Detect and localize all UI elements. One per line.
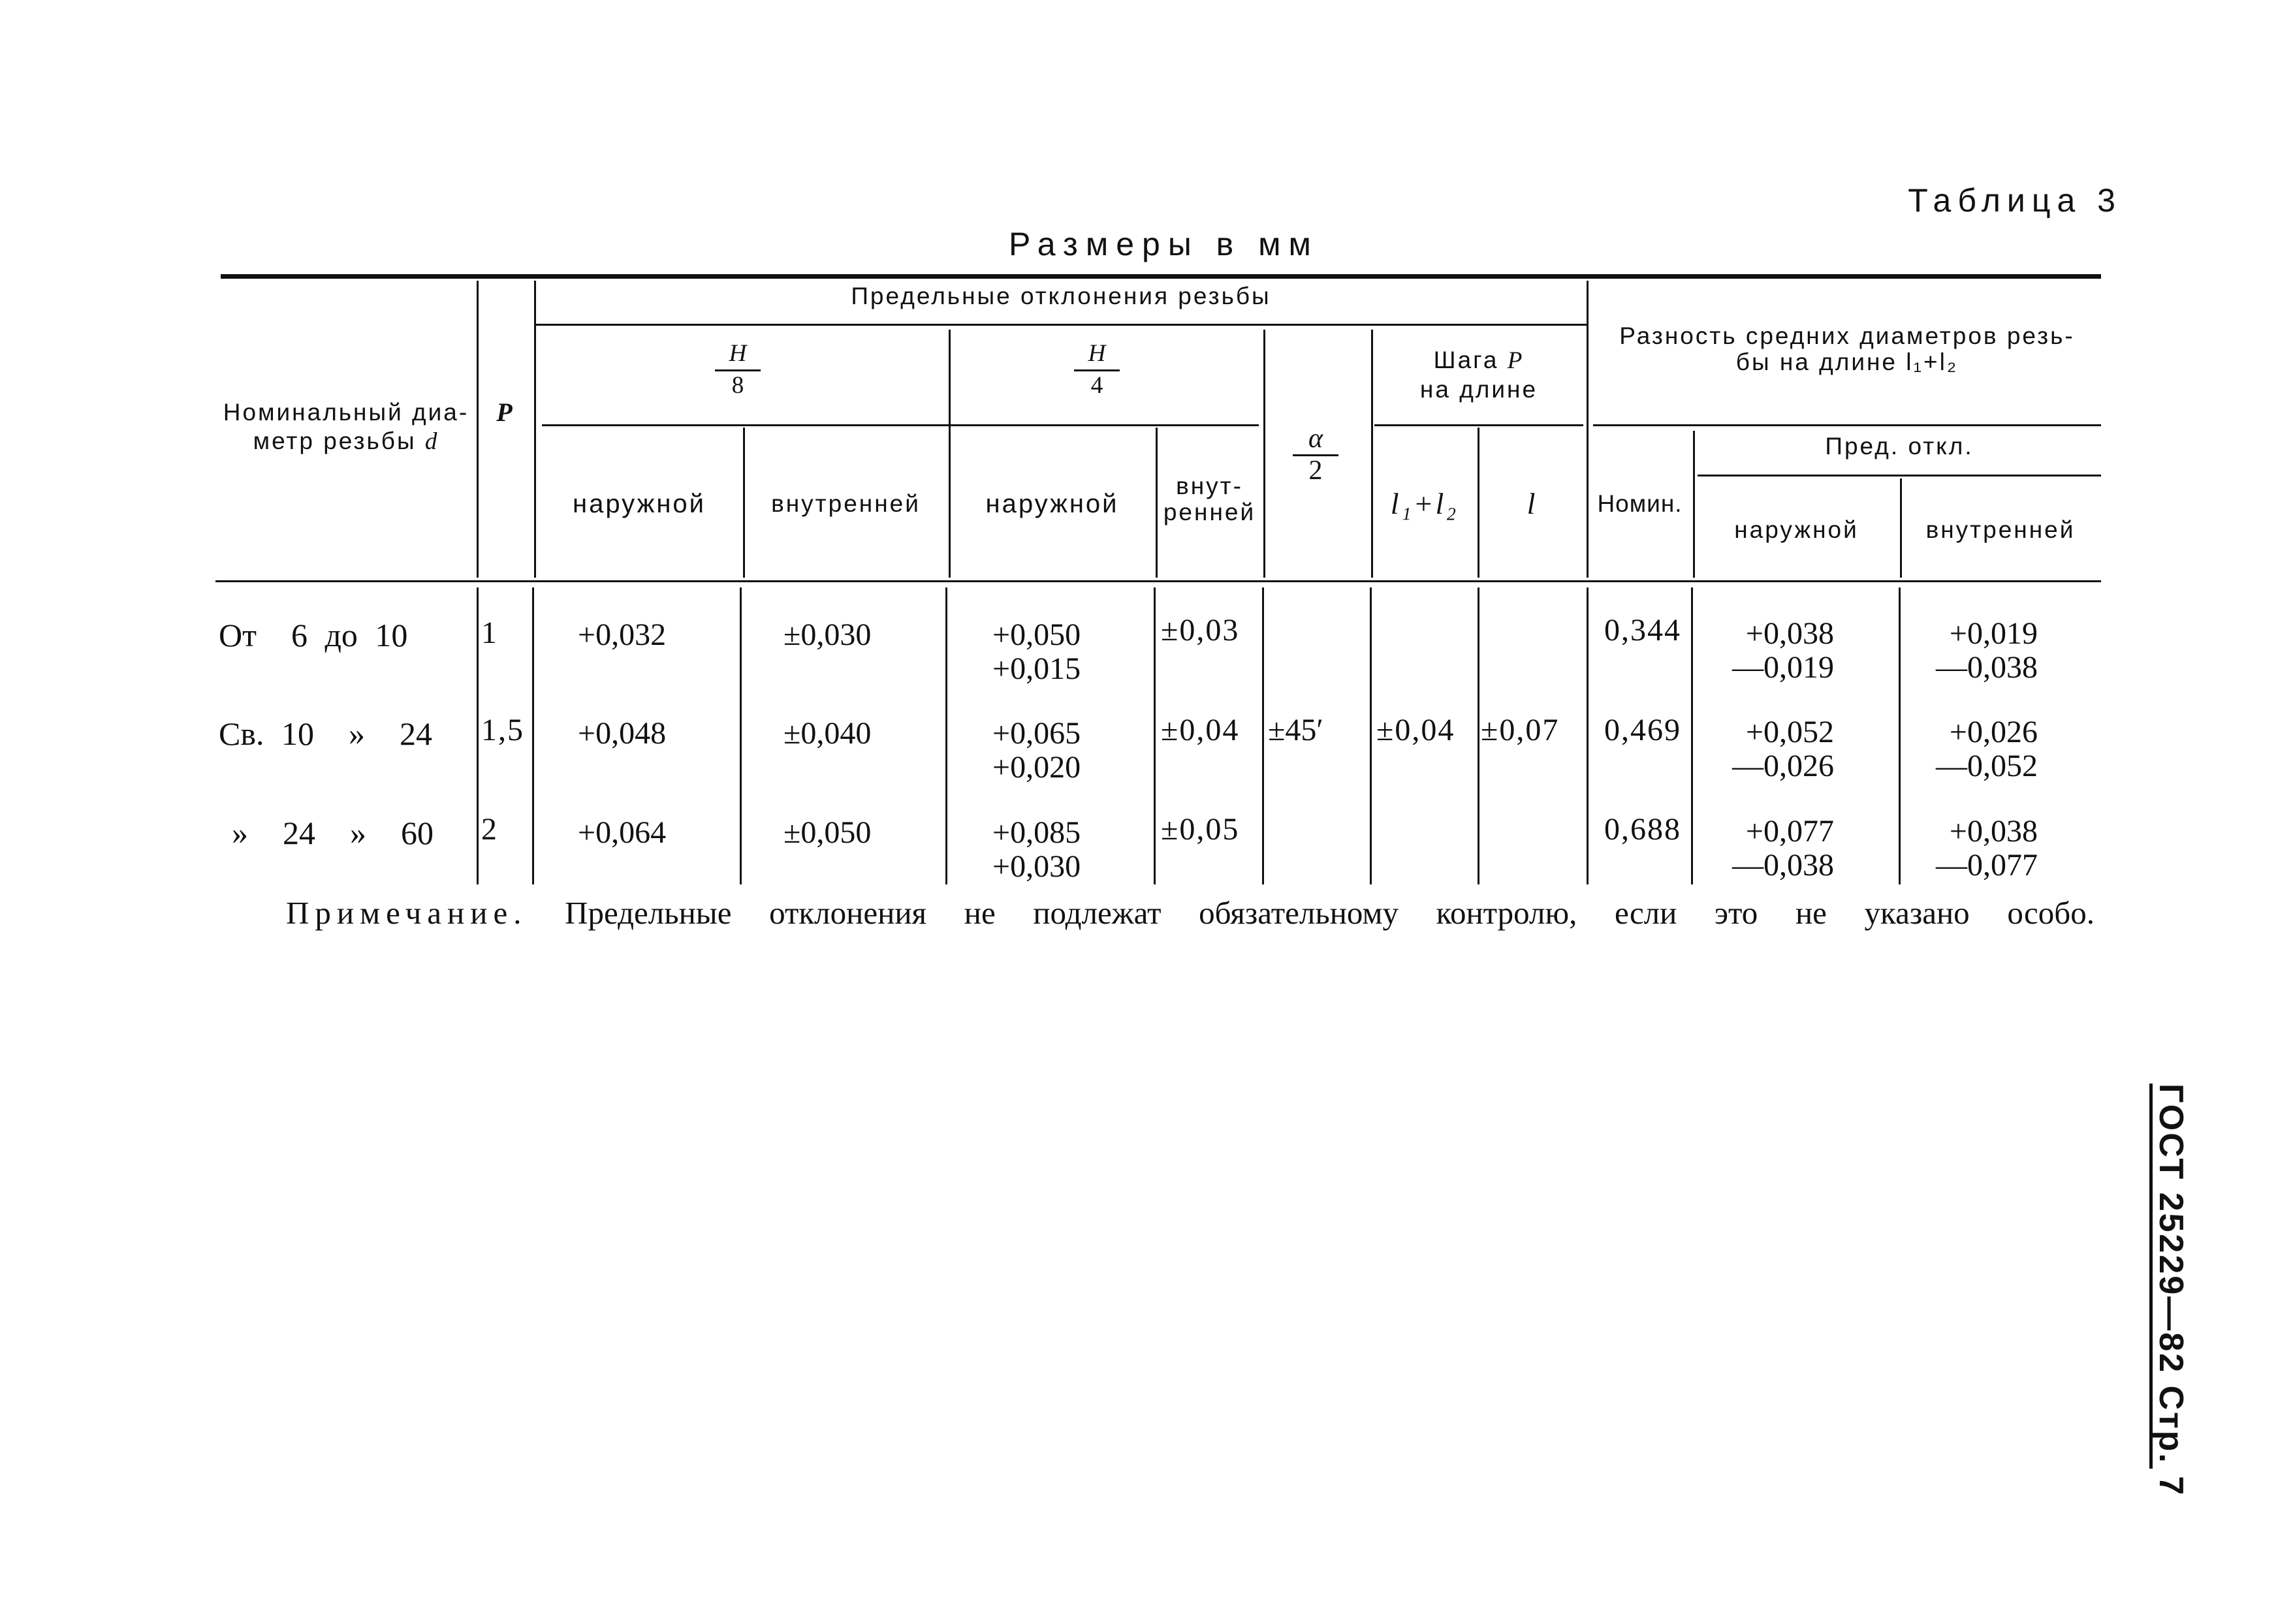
dev-inner-header: внутренней — [1925, 516, 2076, 543]
alpha-half-fraction: α 2 — [1283, 424, 1348, 485]
alpha-half-value: ±45′ — [1268, 713, 1323, 747]
h8-inner-value: ±0,030 — [783, 617, 872, 652]
pitch-l-value: ±0,07 — [1481, 713, 1560, 747]
vline-after-pitch — [534, 281, 536, 578]
pitch-on-length-header: Шага P на длине — [1419, 347, 1538, 403]
h4-outer-value: +0,085 +0,030 — [992, 815, 1081, 884]
h4-outer-header: наружной — [985, 490, 1119, 518]
body-vline-3 — [740, 587, 742, 884]
h8-fraction: H 8 — [705, 339, 770, 400]
rule-under-fractions — [542, 424, 1259, 426]
note-word: контролю, — [1436, 895, 1577, 931]
h4-outer-value: +0,050 +0,015 — [992, 617, 1081, 686]
h4-inner-value: ±0,05 — [1161, 812, 1240, 847]
h8-outer-header: наружной — [572, 490, 706, 518]
body-vline-2 — [532, 587, 534, 884]
vline-h8-h4 — [949, 330, 951, 578]
note-word: не — [1795, 895, 1827, 931]
note-label: Примечание. — [286, 895, 528, 931]
limit-deviations-header: Предельные отклонения резьбы — [851, 283, 1271, 309]
h8-outer-value: +0,064 — [578, 815, 667, 850]
body-vline-8 — [1478, 587, 1479, 884]
table-header-rule — [215, 580, 2101, 582]
pitch-header: P — [496, 398, 514, 427]
h4-outer-value: +0,065 +0,020 — [992, 716, 1081, 785]
nominal-diameter-header: Номинальный диа- метр резьбы d — [223, 399, 469, 455]
h8-inner-value: ±0,050 — [783, 815, 872, 850]
note-word: подлежат — [1033, 895, 1162, 931]
vline-pitch-mean — [1587, 281, 1589, 578]
row-range: » 24 » 60 — [232, 815, 434, 851]
h4-inner-value: ±0,04 — [1161, 713, 1240, 747]
h8-inner-value: ±0,040 — [783, 716, 872, 751]
vline-after-diameter — [477, 281, 479, 578]
table-number: Таблица 3 — [1908, 182, 2122, 219]
row-pitch: 2 — [481, 812, 497, 847]
h4-fraction: H 4 — [1064, 339, 1130, 400]
len-l1l2-header: l₁+l₂ — [1390, 487, 1459, 520]
body-vline-1 — [477, 587, 479, 884]
note-word: это — [1715, 895, 1758, 931]
note-word: отклонения — [769, 895, 927, 931]
rule-under-pitch — [1374, 424, 1583, 426]
h8-outer-value: +0,048 — [578, 716, 667, 751]
nominal-value: 0,688 — [1604, 812, 1681, 847]
side-label: ГОСТ 25229—82 Стр. 7 — [2152, 1084, 2190, 1497]
dev-outer-value: +0,052 —0,026 — [1732, 715, 1834, 783]
body-vline-6 — [1262, 587, 1264, 884]
dev-outer-value: +0,077 —0,038 — [1732, 814, 1834, 882]
table-top-rule — [221, 274, 2101, 279]
h8-outer-value: +0,032 — [578, 617, 667, 652]
table-note — [286, 894, 2095, 931]
body-vline-7 — [1370, 587, 1372, 884]
vline-h4-alpha — [1263, 330, 1265, 578]
mean-diff-header: Разность средних диаметров резь- бы на длине l₁+l₂ — [1619, 322, 2075, 375]
h8-inner-header: внутренней — [771, 490, 921, 517]
dev-inner-value: +0,026 —0,052 — [1936, 715, 2038, 783]
note-word: указано — [1864, 895, 1970, 931]
body-vline-11 — [1899, 587, 1901, 884]
row-range: Св. 10 » 24 — [219, 715, 432, 752]
rule-under-limit-deviations — [535, 324, 1587, 326]
nominal-value: 0,344 — [1604, 613, 1681, 648]
note-word: не — [964, 895, 996, 931]
note-word: обязательному — [1199, 895, 1399, 931]
body-vline-4 — [945, 587, 947, 884]
vline-nom-dev — [1693, 431, 1695, 578]
limit-dev-short-header: Пред. откл. — [1825, 433, 1974, 460]
nominal-value: 0,469 — [1604, 713, 1681, 747]
h4-inner-value: ±0,03 — [1161, 613, 1240, 648]
row-range: От 6 до 10 — [219, 617, 408, 653]
rule-under-mean-diff — [1593, 424, 2101, 426]
note-word: если — [1614, 895, 1677, 931]
rule-under-limit-dev-short — [1698, 475, 2101, 476]
dev-outer-header: наружной — [1734, 516, 1859, 543]
dev-outer-value: +0,038 —0,019 — [1732, 616, 1834, 685]
units-caption: Размеры в мм — [1009, 226, 1319, 262]
dev-inner-value: +0,038 —0,077 — [1936, 814, 2038, 882]
nominal-header: Номин. — [1597, 490, 1683, 517]
side-running-header — [2148, 1084, 2194, 1501]
row-pitch: 1 — [481, 616, 497, 650]
body-vline-9 — [1587, 587, 1589, 884]
body-vline-5 — [1154, 587, 1156, 884]
pitch-l1l2-value: ±0,04 — [1376, 713, 1455, 747]
dev-inner-value: +0,019 —0,038 — [1936, 616, 2038, 685]
body-vline-10 — [1691, 587, 1693, 884]
h4-inner-header: внут- ренней — [1163, 473, 1256, 525]
len-l-header: l — [1526, 487, 1538, 520]
row-pitch: 1,5 — [481, 713, 524, 747]
note-word: Предельные — [565, 895, 732, 931]
note-word: особо. — [2007, 895, 2095, 931]
